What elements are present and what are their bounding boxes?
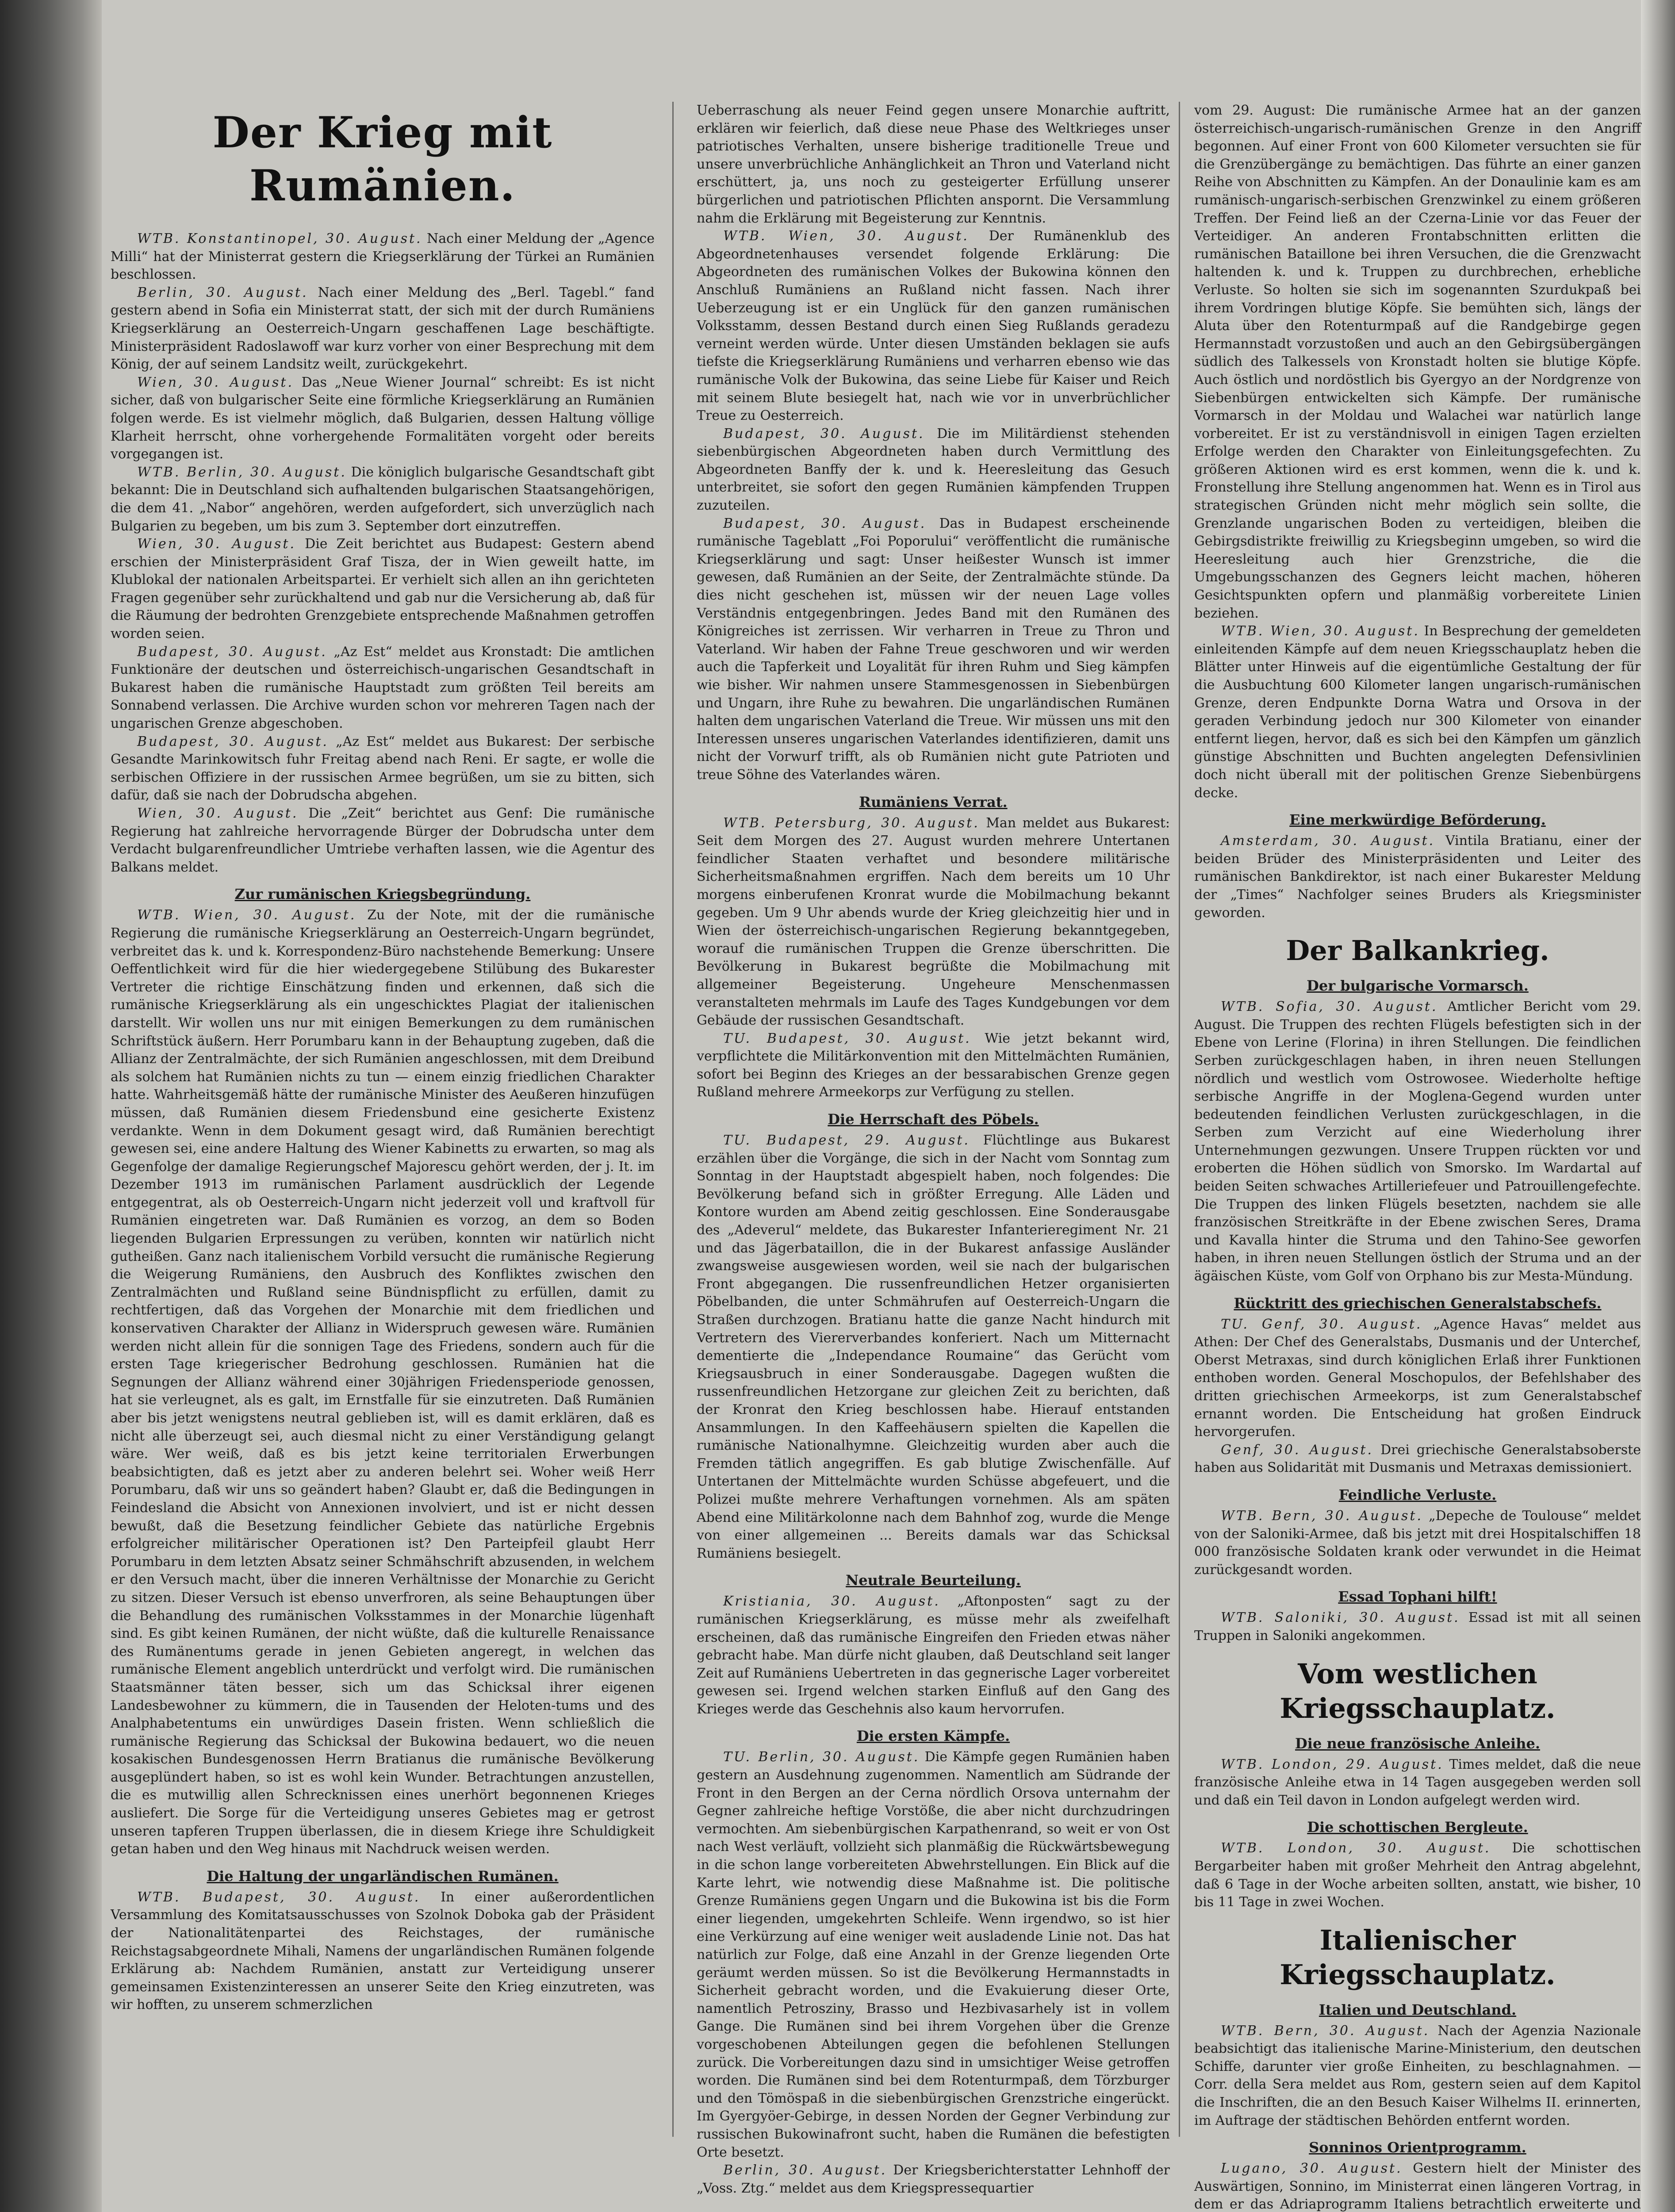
dateline: WTB. Bern, 30. August. [1221, 1508, 1423, 1524]
article-text: Das „Neue Wiener Journal“ schreibt: Es ist nicht sicher, daß von bulgarischer Seite eine förmliche Kriegserklärung an Rumänien folgen werde. Es ist vielmehr möglich, daß Bulgarien, dessen Haltung völlige Klarheit herrscht, ohne vorhergehende Formalitäten vorgeht oder bereits vorgegangen ist. [111, 374, 655, 462]
article-text: Der Rumänenklub des Abgeordnetenhauses versendet folgende Erklärung: Die Abgeordneten des rumänischen Volkes der Bukowina können den Anschluß Rumäniens an Rußland nicht fassen. Nach ihrer Ueberzeugung ist er ein Unglück für den ganzen rumänischen Volksstamm, dessen Bestand durch einen Sieg Rußlands geradezu verneint werden würde. Unter diesen Umständen beklagen sie aufs tiefste die Kriegserklärung Rumäniens und verharren ebenso wie das rumänische Volk der Bukowina, das seine Liebe für Kaiser und Reich mit seinem Blute besiegelt hat, nach wie vor in unverbrüchlicher Treue zu Oesterreich. [697, 228, 1170, 424]
dateline: WTB. Wien, 30. August. [1221, 623, 1420, 639]
dateline: WTB. Sofia, 30. August. [1221, 999, 1438, 1015]
article-text: Vintila Bratianu, einer der beiden Brüder des Ministerpräsidenten und Leiter des rumänischen Bankdirektor, ist nach einer Bukarester Meldung der „Times“ Nachfolger seines Bruders als Kriegsminister geworden. [1194, 833, 1641, 921]
article-subheadline: Die ersten Kämpfe. [856, 1728, 1010, 1745]
article-paragraph [1194, 1839, 1641, 1911]
article-text: Zu der Note, mit der die rumänische Regierung die rumänische Kriegserklärung an Oesterreich-Ungarn begründet, verbreitet das k. und k. Korrespondenz-Büro nachstehende Bemerkung: Unsere Oeffentlichkeit wird für die hier wiedergegebene Stilübung des Bukarester Vertreter die richtige Einschätzung finden und erkennen, daß sich die rumänische Kriegserklärung als ein ungeschicktes Plagiat der italienischen darstellt. Wir wollen uns nur mit einigen Bemerkungen zu dem rumänischen Schriftstück äußern. Herr Porumbaru kann in der Behauptung zugeben, daß die Allianz der Zentralmächte, der sich Rumänien angeschlossen, mit dem Dreibund als solchem hat Rumänien nichts zu tun — einem einzig friedlichen Charakter hatte. Wahrheitsgemäß hätte der rumänische Minister des Aeußeren hinzufügen müssen, daß Rumänien diesem Friedensbund eine gesicherte Existenz verdankte. Wenn in dem Dokument gesagt wird, daß Rumänien berechtigt gewesen sei, eine andere Haltung des Wiener Kabinetts zu erwarten, so mag als Gegenfolge der damalige Regierungschef Majorescu gehört werden, der j. It. im Dezember 1913 im rumänischen Parlament ausdrücklich der Legende entgegentrat, als ob Oesterreich-Ungarn nicht jederzeit voll und kraftvoll für Rumänien eingetreten war. Daß Rumänien es vorzog, an dem so Boden liegenden Bulgarien Erpressungen zu verüben, konnten wir natürlich nicht gutheißen. Ganz nach italienischem Vorbild versucht die rumänische Regierung die Weigerung Rumäniens, den Ausbruch des Konfliktes zwischen den Zentralmächten und Rußland seine Bündnispflicht zu erfüllen, damit zu rechtfertigen, daß das Vorgehen der Monarchie mit dem friedlichen und konservativen Charakter der Allianz in Widerspruch gewesen wäre. Rumänien werden nicht allein für die sonnigen Tage des Friedens, sondern auch für die ersten Tage kriegerischer Bedrohung geschlossen. Rumänien hat die Segnungen der Allianz während einer 30jährigen Friedensperiode genossen, hat sie verleugnet, als es galt, im Ernstfalle für sie einzutreten. Daß Rumänien aber bis jetzt wenigstens neutral geblieben ist, will es damit erklären, daß es nicht alle überzeugt sei, auch diesmal nicht zu einer Verständigung gelangt wäre. Wer weiß, daß es bis jetzt keine territorialen Erwerbungen beabsichtigten, daß es jetzt aber zu anderen belehrt sei. Woher weiß Herr Porumbaru, daß wir uns so geändert haben? Glaubt er, daß die Bedingungen in Feindesland die Absicht von Annexionen involviert, und ist er nicht dessen bewußt, daß die Besetzung feindlicher Gebiete das natürliche Ergebnis erfolgreicher militärischer Operationen ist? Den Parteipfeil glaubt Herr Porumbaru in dem letzten Absatz seiner Schmähschrift abzusenden, in welchem er den Versuch macht, über die inneren Verhältnisse der Monarchie zu Gericht zu sitzen. Dieser Versuch ist ebenso unverfroren, als seine Behauptungen über die Behandlung des rumänischen Volksstammes in der Monarchie lügenhaft sind. Es gibt keinen Rumänen, der nicht wüßte, daß die kulturelle Renaissance des Rumänentums gerade in jenen Gebieten angeregt, in welchen das rumänische Element angeblich unterdrückt und verfolgt wird. Die rumänischen Staatsmänner täten besser, sich um das Schicksal ihrer eigenen Landesbewohner zu kümmern, die in Tausenden der Heloten-tums und des Analphabetentums ein unwürdiges Dasein fristen. Wenn schließlich die rumänische Regierung das Schicksal der Bukowina bedauert, wo die neuen kosakischen Bundesgenossen Herrn Bratianus die rumänische Bevölkerung ausgeplündert haben, so ist es wohl kein Wunder. Betrachtungen anzustellen, die es mutwillig allen Schrecknissen eines unerhört begonnenen Krieges ausliefert. Die Sorge für die Verteidigung unseres Gebietes mag er getrost unseren tapferen Truppen überlassen, die in diesem Kriege ihre Schuldigkeit getan haben und den Weg hinaus mit Nachdruck weisen werden. [111, 907, 655, 1857]
article-paragraph [1194, 998, 1641, 1286]
article-text: In einer außerordentlichen Versammlung des Komitatsausschusses von Szolnok Doboka gab der Präsident der Nationalitätenpartei des Reichstages, der rumänische Reichstagsabgeordnete Mihali, Namens der ungarländischen Rumänen folgende Erklärung ab: Nachdem Rumänien, anstatt zur Verteidigung unserer gemeinsamen Existenzinteressen an unserer Seite den Krieg einzutreten, was wir hofften, zu unserem schmerzlichen [111, 1889, 655, 2013]
article-subheadline: Rumäniens Verrat. [859, 793, 1008, 810]
article-paragraph [1194, 1441, 1641, 1477]
article-paragraph [111, 464, 655, 535]
dateline: WTB. Bern, 30. August. [1221, 2023, 1430, 2039]
column-1 [111, 102, 655, 2137]
column-rule [1179, 102, 1180, 2137]
column-rule [672, 102, 674, 2137]
article-paragraph [111, 535, 655, 643]
dateline: WTB. Wien, 30. August. [723, 228, 969, 244]
article-paragraph [697, 1132, 1170, 1563]
article-paragraph [697, 227, 1170, 425]
book-binding [0, 0, 102, 2212]
section-headline: Italienischer Kriegsschauplatz. [1280, 1924, 1556, 1991]
article-text: Die „Zeit“ berichtet aus Genf: Die rumänische Regierung hat zahlreiche hervorragende Bürger der Dobrudscha unter dem Verdacht bulgarenfreundlicher Umtriebe verhaften lassen, wie die Agentur des Balkans meldet. [111, 806, 655, 875]
article-paragraph [111, 1889, 655, 2014]
section-headline: Vom westlichen Kriegsschauplatz. [1280, 1657, 1556, 1724]
dateline: TU. Budapest, 29. August. [723, 1133, 970, 1148]
dateline: Budapest, 30. August. [137, 644, 327, 660]
column-2-articles [697, 102, 1170, 2197]
column-1-articles [111, 230, 655, 2014]
article-paragraph [111, 284, 655, 374]
column-3 [1194, 102, 1641, 2212]
section-headline: Der Balkankrieg. [1286, 934, 1549, 967]
article-subheadline: Die schottischen Bergleute. [1307, 1819, 1528, 1836]
article-paragraph [1194, 622, 1641, 802]
article-subheadline: Der bulgarische Vormarsch. [1307, 977, 1529, 995]
article-text: Times meldet, daß die neue französische Anleihe etwa in 14 Tagen ausgegeben werden soll und daß ein Teil davon in London aufgelegt werden wird. [1194, 1756, 1641, 1808]
article-paragraph [111, 374, 655, 464]
article-text: Man meldet aus Bukarest: Seit dem Morgen des 27. August wurden mehrere Untertanen feindlicher Staaten verhaftet und besondere militärische Sicherheitsmaßnahmen ergriffen. Nach dem bereits um 10 Uhr morgens einberufenen Kronrat wurde die Mobilmachung bekannt gegeben. Um 9 Uhr abends wurde der Krieg gleichzeitig hier und in Wien der österreichisch-ungarischen Regierung bekanntgegeben, worauf die rumänischen Truppen die Grenze überschritten. Die Bevölkerung in Bukarest begrüßte die Mobilmachung mit allgemeiner Begeisterung. Ungeheure Menschenmassen veranstalteten mehrmals im Laufe des Tages Kundgebungen vor dem Gebäude der russischen Gesandtschaft. [697, 815, 1170, 1029]
article-text: Die königlich bulgarische Gesandtschaft gibt bekannt: Die in Deutschland sich aufhaltenden bulgarischen Staatsangehörigen, die dem 41. „Nabor“ angehören, werden aufgefordert, sich unverzüglich nach Bulgarien zu begeben, um bis zum 3. September dort einzutreffen. [111, 464, 655, 534]
article-paragraph [697, 814, 1170, 1030]
article-paragraph [1194, 1316, 1641, 1441]
article-text: Das in Budapest erscheinende rumänische Tageblatt „Foi Poporului“ veröffentlicht die rumänische Kriegserklärung und sagt: Unser heißester Wunsch ist immer gewesen, daß Rumänien an der Seite, der Zentralmächte stünde. Da dies nicht geschehen ist, müssen wir der neuen Lage volles Verständnis entgegenbringen. Jedes Band mit den Rumänen des Königreiches ist zerrissen. Wir verharren in Treue zu Thron und Vaterland. Wir haben der Fahne Treue geschworen und wir werden auch die Tapferkeit und Loyalität für ihren Ruhm und Sieg kämpfen wie bisher. Wir nahmen unsere Stammesgenossen in Siebenbürgen und Ungarn, ihre Ruhe zu bewahren. Die ungarländischen Rumänen halten dem ungarischen Vaterland die Treue. Wir müssen uns mit den Interessen unseres ungarischen Vaterlandes identifizieren, damit uns nicht der Vorwurf trifft, als ob Rumänien nicht gute Patrioten und treue Söhne des Vaterlandes wären. [697, 515, 1170, 783]
dateline: WTB. Petersburg, 30. August. [723, 815, 980, 831]
article-paragraph [697, 2162, 1170, 2197]
article-paragraph [1194, 832, 1641, 922]
article-text: Die schottischen Bergarbeiter haben mit großer Mehrheit den Antrag abgelehnt, daß 6 Tage in der Woche arbeiten sollten, anstatt, wie bisher, 10 bis 11 Tage in zwei Wochen. [1194, 1840, 1641, 1910]
article-paragraph [1194, 102, 1641, 622]
article-paragraph [1194, 1756, 1641, 1810]
article-text: Ueberraschung als neuer Feind gegen unsere Monarchie auftritt, erklären wir feierlich, daß diese neue Phase des Weltkrieges unser patriotisches Verhalten, unsere bisherige traditionelle Treue und unsere unverbrüchliche Anhänglichkeit an Thron und Vaterland nicht erschüttert, ja, uns noch zu gesteigerter Erfüllung unserer bürgerlichen und patriotischen Pflichten anspornt. Die Versammlung nahm die Erklärung mit Begeisterung zur Kenntnis. [697, 103, 1170, 226]
article-text: Amtlicher Bericht vom 29. August. Die Truppen des rechten Flügels befestigten sich in der Ebene von Lerine (Florina) in ihren Stellungen. Die feindlichen Serben zurückgeschlagen haben, in ihren neuen Stellungen nördlich und westlich vom Ostrowosee. Wiederholte heftige serbische Angriffe in der Moglena-Gegend wurden unter bedeutenden feindlichen Verlusten zurückgeschlagen, in die Serben zum Verzicht auf eine Wiederholung ihrer Unternehmungen gezwungen. Unsere Truppen rückten vor und eroberten die Höhen südlich von Smorsko. Im Wardartal auf beiden Seiten schwaches Artilleriefeuer und Patrouillengefechte. Die Truppen des linken Flügels besetzten, nachdem sie alle französischen Streitkräfte in der Ebene zwischen Seres, Drama und Kavalla hinter die Struma und den Tahino-See geworfen haben, in ihren neuen Stellungen östlich der Struma und an der ägäischen Küste, vom Golf von Orphano bis zur Mesta-Mündung. [1194, 999, 1641, 1284]
dateline: Budapest, 30. August. [723, 515, 927, 531]
article-text: „Az Est“ meldet aus Bukarest: Der serbische Gesandte Marinkowitsch fuhr Freitag abend nach Reni. Er sagte, er wolle die serbischen Offiziere in der russischen Armee begrüßen, um sie zu bitten, sich dafür, daß sie nach der Dobrudscha abgehen. [111, 733, 655, 803]
article-paragraph [697, 1593, 1170, 1718]
dateline: TU. Budapest, 30. August. [723, 1030, 971, 1046]
article-text: Die Zeit berichtet aus Budapest: Gestern abend erschien der Ministerpräsident Graf Tisza, der in Wien geweilt hatte, im Klublokal der nationalen Arbeitspartei. Er verhielt sich allen an ihn gerichteten Fragen gegenüber sehr zurückhaltend und gab nur die Versicherung ab, daß für die Räumung der bedrohten Grenzgebiete entsprechende Maßnahmen getroffen worden seien. [111, 536, 655, 642]
article-paragraph [111, 733, 655, 805]
article-subheadline: Eine merkwürdige Beförderung. [1289, 811, 1546, 829]
dateline: Budapest, 30. August. [137, 733, 329, 749]
article-text: Der Kriegsberichterstatter Lehnhoff der „Voss. Ztg.“ meldet aus dem Kriegspressequartier [697, 2162, 1170, 2196]
article-text: Drei griechische Generalstabsoberste haben aus Solidarität mit Dusmanis und Metraxas demissioniert. [1194, 1442, 1641, 1476]
article-subheadline: Zur rumänischen Kriegsbegründung. [234, 886, 531, 903]
dateline: WTB. London, 29. August. [1221, 1756, 1444, 1772]
article-paragraph [111, 230, 655, 284]
article-subheadline: Feindliche Verluste. [1338, 1486, 1497, 1503]
article-text: „Depeche de Toulouse“ meldet von der Saloniki-Armee, daß bis jetzt mit drei Hospitalschiffen 18 000 französische Soldaten krank oder verwundet in die Heimat zurückgesandt worden. [1194, 1508, 1641, 1578]
article-text: Flüchtlinge aus Bukarest erzählen über die Vorgänge, die sich in der Nacht vom Sonntag zum Sonntag in der Hauptstadt abgespielt haben, noch folgendes: Die Bevölkerung befand sich in größter Erregung. Alle Läden und Kontore wurden am Abend zeitig geschlossen. Eine Sonderausgabe des „Adeverul“ meldete, das Bukarester Infanterieregiment Nr. 21 und das Jägerbataillon, die in der Bukarest anfassige Ausländer zwangsweise ausgewiesen worden, weil sie nach der bulgarischen Front abgegangen. Die russenfreundlichen Hetzer organisierten Pöbelbanden, die unter Schmährufen auf Oesterreich-Ungarn die Straßen durchzogen. Bratianu hatte die ganze Nacht hindurch mit Vertretern des Viererverbandes konferiert. Nach um Mitternacht dementierte die „Independance Roumaine“ das Gerücht vom Kriegsausbruch in einer Sonderausgabe. Dagegen wußten die russenfreundlichen Hetzorgane zur gleichen Zeit zu berichten, daß der Kronrat den Krieg beschlossen habe. Hierauf entstanden Ansammlungen. In den Kaffeehäusern spielten die Kapellen die rumänische Nationalhymne. Gleichzeitig wurden aber auch die Fremden tätlich angegriffen. Es gab blutige Zwischenfälle. Auf Untertanen der Mittelmächte wurden Schüsse abgefeuert, und die Polizei mußte mehrere Verhaftungen vornehmen. Als am späten Abend eine Militärkolonne nach dem Bahnhof zog, wurde die Menge von einer allgemeinen ... Bereits damals war das Schicksal Rumäniens besiegelt. [697, 1133, 1170, 1561]
dateline: Wien, 30. August. [137, 374, 294, 390]
article-text: Nach einer Meldung der „Agence Milli“ hat der Ministerrat gestern die Kriegserklärung der Türkei an Rumänien beschlossen. [111, 231, 655, 283]
dateline: WTB. Konstantinopel, 30. August. [137, 231, 422, 246]
dateline: Kristiania, 30. August. [723, 1594, 940, 1609]
article-paragraph [697, 1748, 1170, 2162]
dateline: TU. Berlin, 30. August. [723, 1749, 920, 1765]
article-text: „Az Est“ meldet aus Kronstadt: Die amtlichen Funktionäre der deutschen und österreichisch-ungarischen Gesandtschaft in Bukarest haben die rumänische Hauptstadt zum größten Teil bereits am Sonnabend verlassen. Die Archive wurden schon vor mehreren Tagen nach der ungarischen Grenze abgeschoben. [111, 644, 655, 732]
page-edge [1641, 0, 1675, 2212]
article-paragraph [697, 515, 1170, 784]
dateline: Berlin, 30. August. [723, 2162, 887, 2178]
article-subheadline: Essad Tophani hilft! [1338, 1588, 1497, 1605]
dateline: Lugano, 30. August. [1221, 2161, 1403, 2177]
article-subheadline: Die neue französische Anleihe. [1295, 1735, 1540, 1752]
dateline: Wien, 30. August. [137, 536, 296, 552]
article-subheadline: Italien und Deutschland. [1319, 2001, 1517, 2018]
dateline: Wien, 30. August. [137, 806, 299, 821]
column-3-articles [1194, 102, 1641, 2212]
dateline: WTB. London, 30. August. [1221, 1840, 1491, 1856]
article-paragraph [697, 102, 1170, 227]
dateline: TU. Genf, 30. August. [1221, 1316, 1422, 1332]
dateline: Amsterdam, 30. August. [1221, 833, 1435, 849]
article-subheadline: Sonninos Orientprogramm. [1309, 2139, 1526, 2156]
column-2 [697, 102, 1170, 2196]
article-subheadline: Neutrale Beurteilung. [846, 1572, 1021, 1589]
article-paragraph [697, 1030, 1170, 1102]
article-paragraph [111, 643, 655, 733]
article-paragraph [1194, 1609, 1641, 1645]
article-paragraph [1194, 2022, 1641, 2130]
article-paragraph [111, 805, 655, 876]
dateline: Budapest, 30. August. [723, 426, 925, 442]
article-text: In Besprechung der gemeldeten einleitenden Kämpfe auf dem neuen Kriegsschauplatz heben die Blätter unter Hinweis auf die eigentümliche Gestaltung der für die Ausbuchtung 600 Kilometer langen ungarisch-rumänischen Grenze, deren Endpunkte Dorna Watra und Orsova in der geraden Verbindung jedoch nur 300 Kilometer von einander entfernt liegen, hervor, daß es sich bei den Kämpfen um gänzlich günstige Abschnitten und Buchten angelegten Defensivlinien doch nicht überall mit der politischen Grenze Siebenbürgens decke. [1194, 623, 1641, 801]
article-text: „Agence Havas“ meldet aus Athen: Der Chef des Generalstabs, Dusmanis und der Unterchef, Oberst Metraxas, sind durch königlichen Erlaß ihrer Funktionen enthoben worden. General Moschopulos, der Befehlshaber des dritten griechischen Armeekorps, ist zum Generalstabschef ernannt worden. Die Entscheidung hat großen Eindruck hervorgerufen. [1194, 1316, 1641, 1440]
article-text: Die im Militärdienst stehenden siebenbürgischen Abgeordneten haben durch Vermittlung des Abgeordneten Banffy der k. und k. Heeresleitung das Gesuch unterbreitet, sie sofort den gegen Rumänien kämpfenden Truppen zuzuteilen. [697, 426, 1170, 514]
dateline: WTB. Wien, 30. August. [137, 907, 356, 923]
article-paragraph [1194, 1507, 1641, 1579]
article-subheadline: Die Herrschaft des Pöbels. [828, 1111, 1039, 1128]
dateline: Berlin, 30. August. [137, 284, 308, 300]
article-text: Nach einer Meldung des „Berl. Tagebl.“ fand gestern abend in Sofia ein Ministerrat statt, der sich mit der durch Rumäniens Kriegserklärung an Oesterreich-Ungarn geschaffenen Lage beschäftigte. Ministerpräsident Radoslawoff war kurz vorher von einer Besprechung mit dem König, der auf seinem Landsitz weilt, zurückgekehrt. [111, 284, 655, 373]
article-text: Wie jetzt bekannt wird, verpflichtete die Militärkonvention mit den Mittelmächten Rumänien, sofort bei Beginn des Krieges an der bessarabischen Grenze gegen Rußland mehrere Armeekorps zur Verfügung zu stellen. [697, 1030, 1170, 1100]
dateline: WTB. Saloniki, 30. August. [1221, 1610, 1460, 1626]
article-paragraph [1194, 2160, 1641, 2212]
article-text: Die Kämpfe gegen Rumänien haben gestern an Ausdehnung zugenommen. Namentlich am Südrande der Front in den Bergen an der Cerna nördlich Orsova unternahm der Gegner zahlreiche heftige Vorstöße, die aber nicht durchzudringen vermochten. Am siebenbürgischen Karpathenrand, so weit er von Ost nach West verläuft, vollzieht sich planmäßig die Rückwärtsbewegung in die schon lange vorbereiteten Abwehrstellungen. Ein Blick auf die Karte lehrt, wie notwendig diese Maßnahme ist. Die politische Grenze Rumäniens gegen Ungarn und die Bukowina ist bis die Form einer liegenden, umgekehrten Schleife. Wenn irgendwo, so ist hier eine Verkürzung auf eine weniger weit ausladende Linie not. Das hat natürlich zur Folge, daß eine Anzahl in der Grenze liegenden Orte geräumt werden müssen. So ist die Bevölkerung Hermannstadts in Sicherheit gebracht worden, und die Evakuierung dieser Orte, namentlich Petrosziny, Brasso und Hezbivasarhely ist in vollem Gange. Die Rumänen sind bei ihrem Vorgehen über die Grenze vorgeschobenen Abteilungen gegen die befohlenen Stellungen zurück. Die Vorbereitungen dazu sind in umsichtiger Weise getroffen worden. Die Rumänen sind bei dem Rotenturmpaß, dem Törzburger und den Tömöspaß in die siebenbürgischen Grenzstriche eingerückt. Im Gyergyöer-Gebirge, in dessen Norden der Gegner Verbindung zur russischen Bukowinafront sucht, haben die Rumänen die befestigten Orte besetzt. [697, 1749, 1170, 2160]
article-text: „Aftonposten“ sagt zu der rumänischen Kriegserklärung, es müsse mehr als zweifelhaft erscheinen, daß das rumänische Eingreifen den Frieden etwas näher gebracht habe. Man dürfe nicht glauben, daß Deutschland seit langer Zeit auf Rumäniens Uebertreten in das gegnerische Lager vorbereitet gewesen sei. Irgend welchen starken Einfluß auf den Gang des Krieges werde das Geschehnis also kaum hervorrufen. [697, 1594, 1170, 1717]
article-text: Gestern hielt der Minister des Auswärtigen, Sonnino, im Ministerrat einen längeren Vortrag, in dem er das Adriaprogramm Italiens betrachtlich erweiterte und [1194, 2161, 1641, 2212]
dateline: WTB. Budapest, 30. August. [137, 1889, 421, 1905]
article-paragraph [697, 425, 1170, 515]
article-text: Essad ist mit all seinen Truppen in Saloniki angekommen. [1194, 1610, 1641, 1644]
dateline: Genf, 30. August. [1221, 1442, 1373, 1458]
article-subheadline: Die Haltung der ungarländischen Rumänen. [207, 1867, 559, 1885]
article-paragraph [111, 906, 655, 1858]
dateline: WTB. Berlin, 30. August. [137, 464, 347, 480]
main-headline: Der Krieg mit Rumänien. [212, 108, 553, 211]
article-text: Nach der Agenzia Nazionale beabsichtigt das italienische Marine-Ministerium, den deutschen Schiffe, darunter vier große Einheiten, zu beschlagnahmen. — Corr. della Sera meldet aus Rom, gestern seien auf dem Kapitol die Inschriften, die an den Besuch Kaiser Wilhelms II. erinnerten, im Auftrage der städtischen Behörden entfernt worden. [1194, 2023, 1641, 2128]
article-text: vom 29. August: Die rumänische Armee hat an der ganzen österreichisch-ungarisch-rumänischen Grenze in den Angriff begonnen. Auf einer Front von 600 Kilometer versuchten sie für die Grenzübergänge zu bemächtigen. Das führte an einer ganzen Reihe von Abschnitten zu Kämpfen. An der Donaulinie kam es am rumänisch-ungarisch-serbischen Grenzwinkel zu einem größeren Treffen. Der Feind ließ an der Czerna-Linie vor das Feuer der Verteidiger. An anderen Frontabschnitten erlitten die rumänischen Bataillone bei ihren Versuchen, die die Grenzwacht haltenden k. und k. Truppen zu durchbrechen, erhebliche Verluste. So holten sie sich im sogenannten Szurdukpaß bei ihrem Vordringen blutige Köpfe. Sie bemühten sich, längs der Aluta über den Rotenturmpaß auf die Randgebirge gegen Hermannstadt vorzustoßen und auch an den Gebirgsübergängen südlich des Talkessels von Kronstadt holten sie blutige Köpfe. Auch östlich und nordöstlich bis Gyergyo an der Nordgrenze von Siebenbürgen entwickelten sich Kämpfe. Der rumänische Vormarsch in der Moldau und Walachei war natürlich lange vorbereitet. Er ist zu verständnisvoll in einigen Tagen erzielten Erfolge werden den Charakter von Einleitungsgefechten. Zu größeren Aktionen wird es erst kommen, wenn die k. und k. Fronstellung ihre Stellung angenommen hat. Wenn es in Tirol aus strategischen Gründen nicht mehr möglich sein sollte, die Grenzlande ungarischen Boden zu verteidigen, bleiben die Gebirgsdistrikte freiwillig zu Kriegsbeginn umgeben, so wird die Heeresleitung auch hier Grenzstriche, die die Umgebungsschanzen des Gegners leicht machen, höheren Gesichtspunkten opfern und planmäßig vorbereitete Linien beziehen. [1194, 103, 1641, 621]
article-subheadline: Rücktritt des griechischen Generalstabschefs. [1234, 1294, 1602, 1312]
